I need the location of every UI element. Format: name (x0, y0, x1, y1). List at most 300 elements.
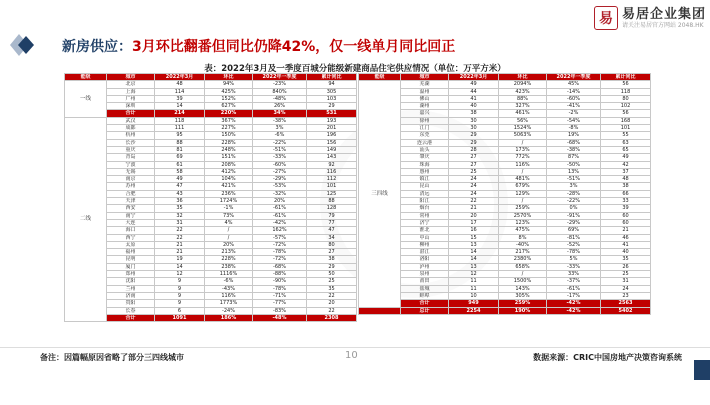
footer-note: 备注：因篇幅原因省略了部分三四线城市 (40, 353, 184, 362)
table-cell: 长沙 (107, 139, 155, 146)
logo-subtitle: 请关注易居官方网站 2048.HK (622, 21, 704, 29)
table-row (65, 234, 357, 241)
table-row (65, 161, 357, 168)
table-cell: 15 (449, 234, 499, 241)
table-cell: 33 (601, 198, 651, 205)
table-cell: 24 (601, 285, 651, 292)
table-cell: -72% (253, 256, 307, 263)
table-cell: 9 (155, 292, 205, 299)
table-cell: 80 (307, 241, 357, 248)
table-cell: 69 (155, 154, 205, 161)
table-cell: 25 (601, 271, 651, 278)
table-cell: 南京 (107, 176, 155, 183)
table-cell: 679% (499, 183, 547, 190)
table-cell: 苏州 (107, 183, 155, 190)
table-cell: 33% (547, 271, 601, 278)
table-cell: 168 (601, 117, 651, 124)
table-cell: 29 (449, 132, 499, 139)
column-header: 城市 (107, 74, 155, 81)
table-row (65, 154, 357, 161)
table-cell: 合肥 (107, 190, 155, 197)
table-row (359, 154, 651, 161)
table-row (359, 278, 651, 285)
table-cell: 49 (601, 154, 651, 161)
table-cell: 43 (155, 190, 205, 197)
table-cell: 49 (449, 81, 499, 88)
table-cell: 常州 (401, 212, 449, 219)
table-cell: 24 (449, 190, 499, 197)
table-cell: 56 (601, 81, 651, 88)
footer-source: 数据来源：CRIC中国房地产决策咨询系统 (533, 353, 682, 362)
table-cell: 南宁 (107, 212, 155, 219)
table-cell: -38% (253, 117, 307, 124)
table-row (359, 117, 651, 124)
table-cell: 152% (205, 95, 253, 102)
company-logo (594, 6, 706, 30)
column-header: 累计同比 (307, 74, 357, 81)
table-cell: 嘉兴 (401, 110, 449, 117)
table-cell: 38 (601, 183, 651, 190)
right-data-table (358, 73, 651, 315)
left-table-header (65, 74, 357, 81)
table-row (359, 125, 651, 132)
table-cell: 成都 (107, 125, 155, 132)
table-cell: 63 (601, 139, 651, 146)
table-cell: -24% (205, 307, 253, 314)
table-cell: 重庆 (107, 146, 155, 153)
table-cell: 10 (449, 292, 499, 299)
table-cell: 烟台 (401, 205, 449, 212)
table-cell: 236% (205, 190, 253, 197)
table-cell: 102 (601, 103, 651, 110)
table-cell: 湛江 (401, 249, 449, 256)
table-row (359, 95, 651, 102)
table-cell: 阳江 (401, 198, 449, 205)
table-cell: -68% (547, 139, 601, 146)
table-cell: 116% (499, 161, 547, 168)
table-cell: 柳州 (401, 241, 449, 248)
table-cell: 103 (307, 95, 357, 102)
table-cell: -54% (547, 117, 601, 124)
table-cell: 福州 (107, 249, 155, 256)
table-cell: -2% (547, 110, 601, 117)
table-cell: 149 (307, 146, 357, 153)
table-cell: 合计 (107, 314, 155, 321)
table-cell: 41 (449, 95, 499, 102)
table-total-row (65, 110, 357, 117)
table-cell: -27% (253, 168, 307, 175)
table-cell: -38% (547, 146, 601, 153)
table-cell: -43% (205, 285, 253, 292)
table-cell: 60 (601, 219, 651, 226)
table-row (65, 88, 357, 95)
table-cell: -61% (253, 205, 307, 212)
table-row (65, 103, 357, 110)
table-cell: 29 (449, 139, 499, 146)
table-cell: 22 (155, 234, 205, 241)
table-cell: 95 (155, 132, 205, 139)
table-cell: -29% (253, 176, 307, 183)
table-row (359, 205, 651, 212)
table-cell: 104% (205, 176, 253, 183)
table-cell: -14% (547, 88, 601, 95)
table-cell: -22% (253, 139, 307, 146)
column-header: 环比 (205, 74, 253, 81)
left-data-table (64, 73, 357, 322)
table-cell: 1500% (499, 278, 547, 285)
table-cell: -72% (253, 241, 307, 248)
table-cell: 116% (205, 292, 253, 299)
table-grand-total-row (359, 307, 651, 314)
column-header: 能级 (65, 74, 107, 81)
table-cell: / (205, 227, 253, 234)
table-cell: 19% (547, 132, 601, 139)
table-cell: 116 (307, 168, 357, 175)
table-cell: 73% (205, 212, 253, 219)
table-cell: 46 (601, 234, 651, 241)
table-cell: 惠州 (401, 168, 449, 175)
column-header: 2022年一季度 (253, 74, 307, 81)
table-cell: 东莞 (401, 132, 449, 139)
table-cell: -90% (253, 278, 307, 285)
table-cell: / (205, 234, 253, 241)
table-cell: 227% (205, 125, 253, 132)
table-cell: -83% (253, 307, 307, 314)
table-cell: 0% (547, 205, 601, 212)
table-row (65, 168, 357, 175)
table-cell: 55 (601, 132, 651, 139)
table-cell: 48 (155, 81, 205, 88)
table-cell: 196 (307, 132, 357, 139)
table-cell: 114 (155, 88, 205, 95)
table-cell: / (499, 139, 547, 146)
table-row (359, 183, 651, 190)
table-cell: 143 (307, 154, 357, 161)
table-cell: 118 (601, 88, 651, 95)
table-row (359, 139, 651, 146)
table-cell: 531 (307, 110, 357, 117)
table-row (359, 227, 651, 234)
table-cell: 肇庆 (401, 154, 449, 161)
right-table-container (358, 73, 650, 348)
table-cell: 1091 (155, 314, 205, 321)
table-row (65, 292, 357, 299)
table-cell: -61% (253, 212, 307, 219)
tier-label: 三四线 (359, 81, 401, 307)
table-cell: 1524% (499, 125, 547, 132)
table-cell: 2380% (499, 256, 547, 263)
table-row (359, 285, 651, 292)
table-cell: 6 (155, 307, 205, 314)
table-cell: 珠海 (401, 161, 449, 168)
table-cell: -88% (253, 271, 307, 278)
table-cell: 772% (499, 154, 547, 161)
table-cell: 423% (499, 88, 547, 95)
table-cell: 总计 (401, 307, 449, 314)
table-cell: -78% (253, 249, 307, 256)
table-cell: 24 (449, 176, 499, 183)
table-cell: 昆山 (401, 183, 449, 190)
table-cell: 627% (205, 103, 253, 110)
table-cell: -17% (547, 292, 601, 299)
table-cell: -40% (499, 241, 547, 248)
table-cell: 13% (547, 168, 601, 175)
table-cell: 88 (307, 198, 357, 205)
table-cell: 30 (449, 117, 499, 124)
table-cell: 31 (601, 278, 651, 285)
table-cell: 20 (449, 212, 499, 219)
table-cell: 50 (307, 271, 357, 278)
table-row (65, 263, 357, 270)
table-cell: -29% (547, 219, 601, 226)
table-cell: 35 (307, 285, 357, 292)
table-cell: -48% (253, 95, 307, 102)
table-cell: 湖州 (401, 103, 449, 110)
table-cell: 40 (601, 249, 651, 256)
table-cell: 21 (155, 241, 205, 248)
table-row (359, 110, 651, 117)
table-cell: 22 (449, 198, 499, 205)
table-cell: 39 (601, 205, 651, 212)
table-cell: 清远 (401, 190, 449, 197)
table-cell: 25 (449, 168, 499, 175)
table-cell: 58 (155, 168, 205, 175)
table-cell: 9 (155, 300, 205, 307)
table-row (65, 256, 357, 263)
table-cell: -57% (253, 234, 307, 241)
table-cell: 42 (601, 161, 651, 168)
table-row (359, 103, 651, 110)
table-cell: 14 (449, 249, 499, 256)
logo-name: 易居企业集团 (622, 6, 707, 22)
right-table-body (359, 81, 651, 315)
table-row (65, 307, 357, 314)
table-row (359, 249, 651, 256)
table-cell: / (499, 198, 547, 205)
table-cell: 461% (499, 110, 547, 117)
column-header: 2022年3月 (449, 74, 499, 81)
table-cell: -6% (253, 132, 307, 139)
table-row (65, 190, 357, 197)
table-cell: 佛山 (401, 95, 449, 102)
table-cell: 156 (307, 139, 357, 146)
table-cell: 徐州 (401, 117, 449, 124)
table-cell: 大连 (107, 219, 155, 226)
table-cell: 20 (307, 300, 357, 307)
table-cell: -53% (253, 183, 307, 190)
table-cell: 111 (155, 125, 205, 132)
table-cell: -33% (253, 154, 307, 161)
table-row (359, 271, 651, 278)
table-cell: 34% (253, 110, 307, 117)
table-row (65, 271, 357, 278)
table-cell: -42% (253, 219, 307, 226)
table-cell: 北京 (107, 81, 155, 88)
table-cell (359, 307, 401, 314)
table-cell: 太原 (107, 241, 155, 248)
table-cell: 13 (449, 241, 499, 248)
table-cell: 宁波 (107, 161, 155, 168)
table-cell: 盐城 (401, 285, 449, 292)
table-cell: -68% (253, 263, 307, 270)
table-cell: 21 (449, 205, 499, 212)
table-cell: 29 (307, 103, 357, 110)
table-cell: 118 (155, 117, 205, 124)
table-cell: 2563 (601, 300, 651, 307)
table-cell: 259% (499, 205, 547, 212)
table-cell: 56% (499, 117, 547, 124)
table-cell: 151% (205, 154, 253, 161)
table-cell: 27 (307, 249, 357, 256)
table-cell: 27 (449, 154, 499, 161)
table-cell: 郑州 (107, 271, 155, 278)
table-row (65, 241, 357, 248)
table-cell: 66 (601, 190, 651, 197)
table-cell: 12 (449, 271, 499, 278)
table-cell: 186% (205, 314, 253, 321)
table-cell: -60% (547, 95, 601, 102)
table-row (359, 263, 651, 270)
column-header: 环比 (499, 74, 547, 81)
table-cell: 西宁 (107, 234, 155, 241)
table-cell: 65 (601, 146, 651, 153)
table-cell: 合计 (107, 110, 155, 117)
table-cell: 129% (499, 190, 547, 197)
table-cell: 2308 (307, 314, 357, 321)
table-cell: 洛阳 (401, 256, 449, 263)
table-cell: 11 (449, 285, 499, 292)
table-cell: -37% (547, 278, 601, 285)
table-cell: 西安 (107, 205, 155, 212)
table-cell: 214 (155, 110, 205, 117)
table-cell: 26% (253, 103, 307, 110)
table-cell: 259% (499, 300, 547, 307)
table-row (359, 132, 651, 139)
table-cell: 沈阳 (107, 278, 155, 285)
table-cell: 79 (307, 212, 357, 219)
table-cell: 21 (601, 227, 651, 234)
table-cell: 20% (205, 241, 253, 248)
table-cell: 327% (499, 103, 547, 110)
table-cell: 228% (205, 139, 253, 146)
table-row (359, 198, 651, 205)
table-cell: -32% (253, 190, 307, 197)
table-cell: 30 (449, 125, 499, 132)
table-row (65, 278, 357, 285)
table-row (65, 146, 357, 153)
table-cell: 87% (547, 154, 601, 161)
table-cell: 190% (499, 307, 547, 314)
table-cell: 无锡 (107, 168, 155, 175)
table-cell: 长春 (107, 307, 155, 314)
table-cell: 2094% (499, 81, 547, 88)
table-cell: 112 (307, 176, 357, 183)
table-cell: 94 (307, 81, 357, 88)
table-cell: 475% (499, 227, 547, 234)
logo-seal-icon: 易 (594, 6, 618, 30)
table-cell: 80 (601, 95, 651, 102)
table-cell: 208% (205, 161, 253, 168)
table-cell: 广州 (107, 95, 155, 102)
table-cell: 中山 (401, 234, 449, 241)
table-total-row (65, 314, 357, 321)
table-cell: -42% (547, 300, 601, 307)
table-cell: 238% (205, 263, 253, 270)
table-cell: 17 (449, 219, 499, 226)
table-cell: 芜湖 (401, 81, 449, 88)
table-cell: -48% (253, 314, 307, 321)
table-cell: -78% (547, 249, 601, 256)
table-cell: 35 (155, 205, 205, 212)
table-cell: 123% (499, 219, 547, 226)
table-row (65, 300, 357, 307)
table-cell: 39 (155, 95, 205, 102)
tier-label: 一线 (65, 81, 107, 117)
table-row (65, 205, 357, 212)
table-cell: 莆田 (401, 278, 449, 285)
title-prefix: 新房供应： (62, 39, 132, 55)
table-cell: 23 (601, 292, 651, 299)
table-cell: -1% (205, 205, 253, 212)
table-cell: 45% (547, 81, 601, 88)
table-cell: 22 (307, 292, 357, 299)
table-row (65, 198, 357, 205)
table-cell: 温州 (401, 88, 449, 95)
table-cell: 101 (307, 183, 357, 190)
table-cell: 101 (601, 125, 651, 132)
table-cell: 31 (155, 219, 205, 226)
table-cell: -81% (547, 234, 601, 241)
table-cell: 60 (601, 212, 651, 219)
table-cell: 35 (601, 256, 651, 263)
table-cell: 128 (307, 205, 357, 212)
left-table-container (64, 73, 356, 348)
table-cell: 江门 (401, 125, 449, 132)
table-cell: 61 (155, 161, 205, 168)
table-cell: 5402 (601, 307, 651, 314)
table-cell: 193 (307, 117, 357, 124)
table-cell: 1724% (205, 198, 253, 205)
table-cell: 济宁 (401, 219, 449, 226)
table-cell: 20% (253, 198, 307, 205)
table-cell: 9 (155, 278, 205, 285)
table-cell: 汕头 (401, 146, 449, 153)
table-row (359, 190, 651, 197)
table-cell: 28 (449, 146, 499, 153)
table-total-row (359, 300, 651, 307)
table-cell: -60% (253, 161, 307, 168)
table-cell: 162% (253, 227, 307, 234)
table-row (65, 95, 357, 102)
table-cell: -28% (547, 190, 601, 197)
table-cell: 25 (307, 278, 357, 285)
footer-divider (0, 347, 710, 348)
table-row (65, 219, 357, 226)
table-cell: 9 (155, 285, 205, 292)
column-header: 2022年一季度 (547, 74, 601, 81)
table-cell: 21 (155, 249, 205, 256)
table-row (65, 227, 357, 234)
table-row (359, 168, 651, 175)
table-cell: 2254 (449, 307, 499, 314)
table-cell: 14 (449, 256, 499, 263)
table-cell: 32 (155, 212, 205, 219)
table-row (65, 212, 357, 219)
table-cell: 1116% (205, 271, 253, 278)
table-cell: 24 (449, 183, 499, 190)
table-row (359, 241, 651, 248)
table-row (65, 125, 357, 132)
